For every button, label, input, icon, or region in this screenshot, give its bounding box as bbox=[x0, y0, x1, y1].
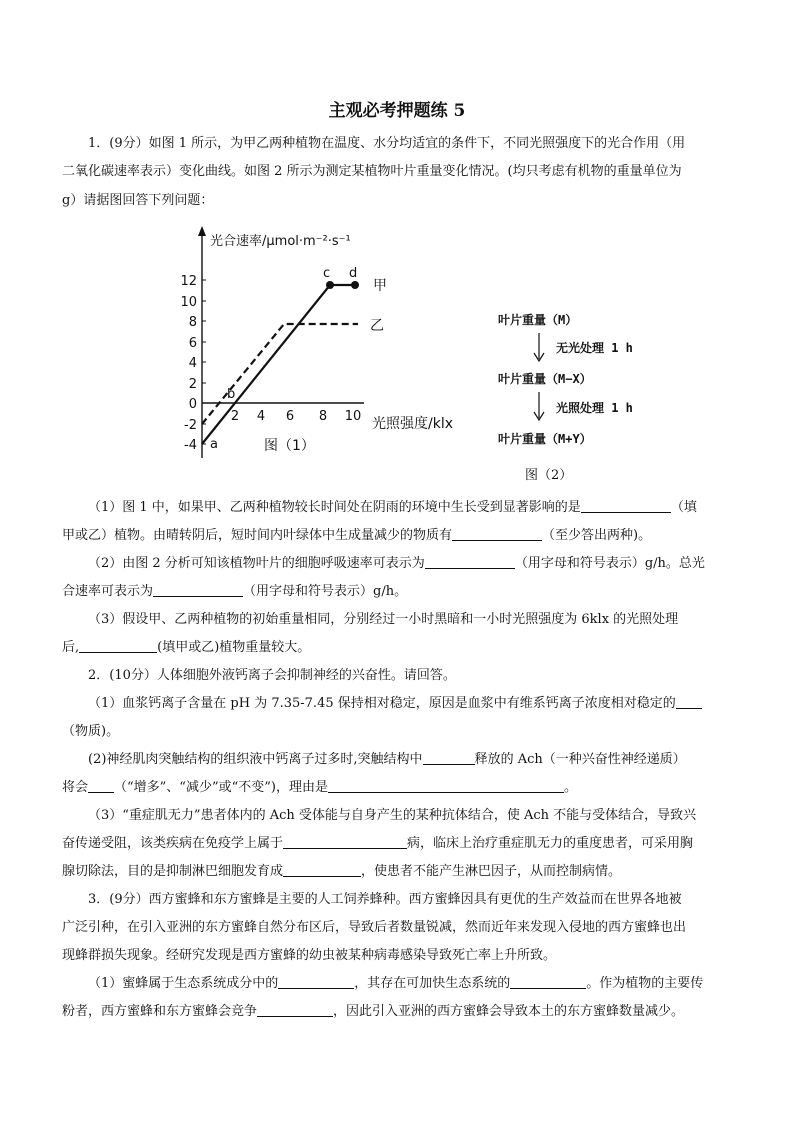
label-b: b bbox=[227, 387, 236, 402]
q1-line2: 二氧化碳速率表示）变化曲线。如图 2 所示为测定某植物叶片重量变化情况。(均只考虑有机物的重量单位为 bbox=[62, 164, 682, 179]
y-tick-neg2: -2 bbox=[184, 418, 197, 433]
q1-part1-line2: 甲或乙）植物。由晴转阴后，短时间内叶绿体中生成量减少的物质有 （至少答出两种)。 bbox=[62, 528, 652, 543]
y-tick-2: 2 bbox=[188, 377, 197, 392]
q2-part1-line2: （物质)。 bbox=[62, 724, 120, 739]
label-jia: 甲 bbox=[373, 278, 387, 294]
series-yi-line bbox=[202, 324, 358, 424]
y-axis-title: 光合速率/μmol·m⁻²·s⁻¹ bbox=[210, 234, 351, 249]
fig2-arrow-2 bbox=[532, 392, 546, 422]
y-tick-8: 8 bbox=[188, 315, 197, 330]
fig2-step-2: 光照处理 1 h bbox=[556, 401, 633, 415]
q1-part1-line1: （1）图 1 中，如果甲、乙两种植物较长时间处在阴雨的环境中生长受到显著影响的是 （填 bbox=[88, 500, 697, 515]
answer-blank-13[interactable] bbox=[510, 974, 586, 989]
answer-blank-10[interactable] bbox=[283, 834, 407, 849]
fig2-arrow-1 bbox=[532, 333, 546, 363]
label-a: a bbox=[210, 437, 218, 452]
answer-blank-12[interactable] bbox=[278, 974, 354, 989]
y-axis-arrow bbox=[198, 226, 206, 236]
q2-head: 2．(10分）人体细胞外液钙离子会抑制神经的兴奋性。请回答。 bbox=[88, 668, 456, 683]
q2-part2-line1: (2)神经肌肉突触结构的组织液中钙离子过多时,突触结构中 释放的 Ach（一种兴奋性神经递质） bbox=[88, 752, 686, 767]
fig2-state-3: 叶片重量（M+Y） bbox=[498, 432, 592, 446]
answer-blank-4[interactable] bbox=[153, 582, 243, 597]
answer-blank-3[interactable] bbox=[425, 554, 515, 569]
q3-line3: 现蜂群损失现象。经研究发现是西方蜜蜂的幼虫被某种病毒感染导致死亡率上升所致。 bbox=[62, 948, 557, 963]
series-jia-line bbox=[202, 285, 356, 444]
q2-part3-line2: 奋传递受阻，该类疾病在免疫学上属于 病，临床上治疗重症肌无力的重度患者，可采用胸 bbox=[62, 836, 694, 851]
q2-part3-line1: （3）“重症肌无力”患者体内的 Ach 受体能与自身产生的某种抗体结合，使 Ach 不能与受体结合，导致兴 bbox=[88, 808, 697, 823]
label-c: c bbox=[323, 266, 331, 281]
answer-blank-2[interactable] bbox=[452, 526, 542, 541]
answer-blank-6[interactable] bbox=[676, 694, 702, 709]
q1-line3: g）请据图回答下列问题： bbox=[62, 193, 214, 208]
q2-part3-line3: 腺切除法，目的是抑制淋巴细胞发育成 ，使患者不能产生淋巴因子，从而控制病情。 bbox=[62, 864, 622, 879]
y-tick-neg4: -4 bbox=[184, 438, 197, 453]
y-tick-0: 0 bbox=[188, 397, 197, 412]
y-tick-4: 4 bbox=[188, 356, 197, 371]
x-tick-8: 8 bbox=[318, 409, 328, 424]
label-d: d bbox=[349, 266, 358, 281]
q3-line1: 3．(9分）西方蜜蜂和东方蜜蜂是主要的人工饲养蜂种。西方蜜蜂因具有更优的生产效益而在世界各地被 bbox=[88, 892, 682, 907]
answer-blank-14[interactable] bbox=[257, 1002, 333, 1017]
fig2-state-1: 叶片重量（M） bbox=[498, 313, 578, 327]
answer-blank-1[interactable] bbox=[581, 498, 671, 513]
y-tick-12: 12 bbox=[180, 274, 197, 289]
y-tick-6: 6 bbox=[188, 336, 197, 351]
q3-line2: 广泛引种，在引入亚洲的东方蜜蜂自然分布区后，导致后者数量锐减，然而近年来发现入侵地的西方蜜蜂也出 bbox=[62, 920, 687, 935]
q3-part1-line2: 粉者，西方蜜蜂和东方蜜蜂会竞争 ，因此引入亚洲的西方蜜蜂会导致本土的东方蜜蜂数量减少。 bbox=[62, 1004, 685, 1019]
answer-blank-5[interactable] bbox=[79, 638, 157, 653]
x-axis-title-label: 光照强度/klx bbox=[372, 416, 453, 432]
x-tick-2: 2 bbox=[230, 409, 240, 424]
x-tick-4: 4 bbox=[256, 409, 266, 424]
label-yi: 乙 bbox=[370, 318, 384, 334]
q1-part2-line1: （2）由图 2 分析可知该植物叶片的细胞呼吸速率可表示为 （用字母和符号表示）g/h。总光 bbox=[88, 556, 705, 571]
page-title: 主观必考押题练 5 bbox=[328, 101, 466, 121]
point-c bbox=[326, 281, 334, 289]
q1-line1: 1．(9分）如图 1 所示，为甲乙两种植物在温度、水分均适宜的条件下，不同光照强度下的光合作用（用 bbox=[88, 136, 686, 151]
x-tick-10: 10 bbox=[344, 409, 362, 424]
q3-part1-line1: （1）蜜蜂属于生态系统成分中的 ，其存在可加快生态系统的 。作为植物的主要传 bbox=[88, 976, 704, 991]
answer-blank-9[interactable] bbox=[328, 778, 564, 793]
y-tick-10: 10 bbox=[180, 295, 197, 310]
fig2-step-1: 无光处理 1 h bbox=[556, 341, 633, 355]
q2-part2-line2: 将会 （“增多”、“减少”或“不变”)，理由是 。 bbox=[62, 780, 577, 795]
x-tick-6: 6 bbox=[285, 409, 295, 424]
q1-part3-line2: 后, (填甲或乙)植物重量较大。 bbox=[62, 640, 311, 655]
q2-part1-line1: （1）血浆钙离子含量在 pH 为 7.35-7.45 保持相对稳定，原因是血浆中有维系钙离子浓度相对稳定的 bbox=[88, 692, 702, 711]
answer-blank-11[interactable] bbox=[283, 862, 361, 877]
q1-part2-line2: 合速率可表示为 （用字母和符号表示）g/h。 bbox=[62, 584, 408, 599]
figure-2-caption: 图（2） bbox=[525, 468, 573, 483]
fig2-state-2: 叶片重量（M−X） bbox=[498, 372, 592, 386]
answer-blank-8[interactable] bbox=[88, 778, 114, 793]
point-d bbox=[351, 281, 359, 289]
answer-blank-7[interactable] bbox=[423, 750, 475, 765]
y-tick-labels bbox=[180, 274, 197, 453]
figure-1-caption: 图（1） bbox=[264, 438, 315, 454]
q1-part3-line1: （3）假设甲、乙两种植物的初始重量相同，分别经过一小时黑暗和一小时光照强度为 6klx 的光照处理 bbox=[88, 612, 679, 627]
x-tick-labels bbox=[231, 409, 361, 424]
